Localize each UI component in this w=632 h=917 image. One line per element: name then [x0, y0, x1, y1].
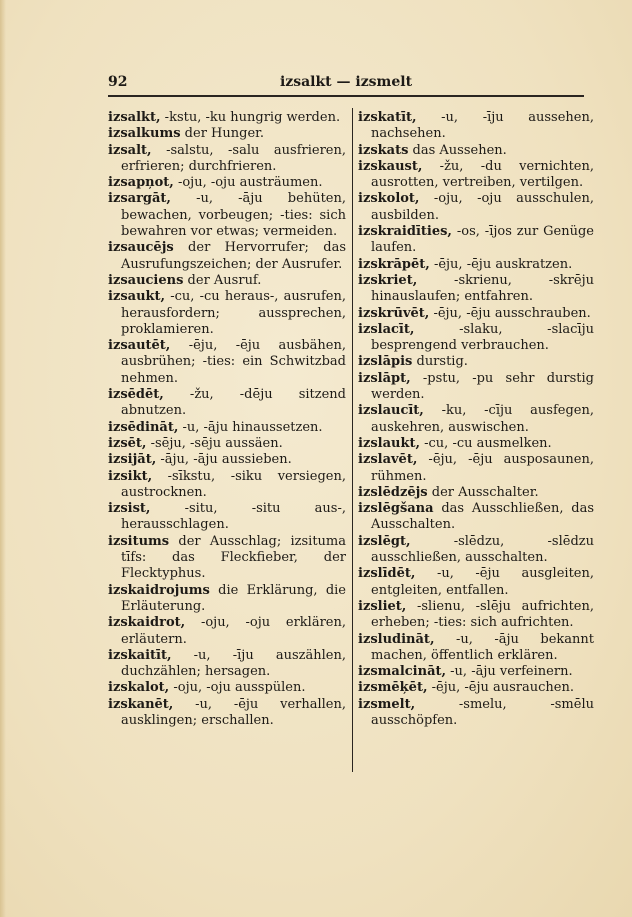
dictionary-entry: [358, 322, 594, 355]
dictionary-entry: [108, 338, 346, 387]
dictionary-entry: [108, 143, 346, 176]
entry-definition: -ku, -cīju ausfegen, auskehren, auswischen.: [371, 403, 594, 435]
entry-headword: izskanēt,: [108, 696, 174, 712]
entry-definition: -cu, -cu ausmelken.: [420, 435, 552, 451]
dictionary-entry: [358, 110, 594, 143]
entry-definition: -ēju, -ēju ausschrauben.: [429, 305, 591, 321]
entry-headword: izsludināt,: [358, 631, 435, 647]
entry-definition: -u, -āju hinaussetzen.: [178, 419, 323, 435]
dictionary-entry: [358, 501, 594, 534]
dictionary-entry: [108, 273, 346, 289]
dictionary-entry: [108, 583, 346, 616]
entry-definition: -žu, -dēju sitzend abnutzen.: [121, 387, 346, 419]
dictionary-entry: [358, 632, 594, 665]
entry-headword: izsauciens: [108, 272, 184, 288]
dictionary-entry: [358, 534, 594, 567]
entry-headword: izslavēt,: [358, 452, 418, 468]
entry-headword: izsēdēt,: [108, 387, 164, 403]
running-head: izsalkt — izsmelt: [279, 74, 413, 90]
entry-headword: izskolot,: [358, 191, 420, 207]
entry-definition: -slienu, -slēju aufrichten, erheben; -ties: sich aufrichten.: [371, 598, 594, 631]
entry-headword: izskraidīties,: [358, 224, 452, 240]
dictionary-entry: [108, 452, 346, 468]
dictionary-entry: [108, 615, 346, 648]
entry-headword: izskaust,: [358, 158, 423, 174]
entry-headword: izsitums: [108, 533, 170, 549]
dictionary-entry: [108, 697, 346, 730]
entry-headword: izsikt,: [108, 468, 153, 484]
entry-definition: -os, -ījos zur Genüge laufen.: [371, 224, 594, 256]
entry-headword: izsmalcināt,: [358, 664, 447, 680]
entry-headword: izsijāt,: [108, 452, 157, 468]
dictionary-entry: [108, 534, 346, 583]
dictionary-entry: [358, 371, 594, 404]
entry-headword: izsalt,: [108, 142, 152, 158]
entry-headword: izsaucējs: [108, 240, 174, 256]
entry-headword: izsargāt,: [108, 191, 171, 207]
entry-definition: -āju, -āju aussieben.: [156, 452, 292, 468]
dictionary-entry: [358, 257, 594, 273]
entry-headword: izslaucīt,: [358, 403, 424, 419]
column-divider: [352, 108, 353, 772]
entry-headword: izsmelt,: [358, 696, 416, 712]
dictionary-entry: [108, 420, 346, 436]
dictionary-entry: [108, 126, 346, 142]
entry-definition: -salstu, -salu ausfrieren, erfrieren; durchfrieren.: [121, 142, 346, 174]
dictionary-entry: [108, 501, 346, 534]
dictionary-entry: [358, 680, 594, 696]
entry-headword: izsapņot,: [108, 175, 174, 191]
dictionary-entry: [108, 387, 346, 420]
entry-headword: izsēdināt,: [108, 419, 179, 435]
entry-definition: der Ausruf.: [183, 272, 262, 288]
entry-definition: -ēju, -ēju ausrauchen.: [427, 680, 574, 696]
entry-definition: der Hunger.: [180, 126, 265, 142]
entry-headword: izskaitīt,: [108, 647, 172, 663]
entry-headword: izsist,: [108, 501, 151, 517]
dictionary-entry: [358, 354, 594, 370]
dictionary-entry: [108, 175, 346, 191]
dictionary-entry: [108, 110, 346, 126]
entry-headword: izsalkums: [108, 126, 181, 142]
dictionary-entry: [108, 240, 346, 273]
entry-definition: -oju, -oju austräumen.: [173, 175, 323, 191]
right-column: [358, 110, 594, 729]
entry-headword: izskaidrojums: [108, 582, 210, 598]
dictionary-entry: [108, 469, 346, 502]
dictionary-entry: [358, 452, 594, 485]
dictionary-entry: [358, 599, 594, 632]
dictionary-entry: [358, 224, 594, 257]
entry-definition: -sīkstu, -siku versiegen, austrocknen.: [121, 468, 346, 500]
dictionary-entry: [358, 485, 594, 501]
dictionary-entry: [108, 191, 346, 240]
entry-definition: -oju, -oju ausschulen, ausbilden.: [371, 191, 594, 223]
dictionary-entry: [108, 680, 346, 696]
entry-headword: izsmēķēt,: [358, 680, 428, 696]
entry-definition: -skrienu, -skrēju hinauslaufen; entfahren.: [371, 272, 594, 305]
dictionary-entry: [358, 403, 594, 436]
entry-headword: izskriet,: [358, 272, 418, 288]
entry-definition: das Aussehen.: [408, 142, 507, 158]
dictionary-entry: [358, 273, 594, 306]
entry-headword: izskrūvēt,: [358, 305, 430, 321]
dictionary-entry: [358, 664, 594, 680]
page-header: [108, 74, 584, 94]
entry-definition: -u, -īju auszählen, duchzählen; hersagen.: [121, 647, 346, 680]
entry-headword: izsaukt,: [108, 289, 166, 305]
entry-definition: -pstu, -pu sehr durstig werden.: [371, 370, 594, 403]
entry-definition: -u, -īju aussehen, nachsehen.: [371, 110, 594, 142]
header-rule: [108, 95, 584, 97]
dictionary-entry: [358, 566, 594, 599]
entry-headword: izsēt,: [108, 435, 147, 451]
dictionary-entry: [358, 143, 594, 159]
entry-definition: der Ausschalter.: [427, 484, 539, 500]
entry-headword: izslāpt,: [358, 370, 411, 386]
entry-definition: -sēju, -sēju aussäen.: [146, 435, 283, 451]
dictionary-entry: [358, 697, 594, 730]
entry-headword: izskatīt,: [358, 110, 417, 125]
dictionary-entry: [108, 436, 346, 452]
entry-definition: -u, -āju verfeinern.: [446, 664, 573, 680]
entry-definition: -u, -āju behüten, bewachen, vorbeugen; -ties: sich bewahren vor etwas; vermeiden.: [121, 191, 346, 240]
dictionary-entry: [358, 191, 594, 224]
left-column: [108, 110, 346, 729]
dictionary-entry: [358, 436, 594, 452]
entry-definition: durstig.: [412, 354, 468, 370]
entry-definition: -kstu, -ku hungrig werden.: [160, 110, 341, 125]
dictionary-entry: [108, 289, 346, 338]
entry-headword: izsliet,: [358, 598, 407, 614]
entry-definition: -oju, -oju ausspülen.: [169, 680, 306, 696]
entry-headword: izsautēt,: [108, 338, 171, 354]
entry-headword: izslāpis: [358, 354, 413, 370]
entry-definition: -slaku, -slacīju besprengend verbrauchen.: [371, 321, 594, 354]
entry-definition: -u, -ēju verhallen, ausklingen; erschallen.: [121, 696, 346, 728]
entry-definition: -ēju, -ēju ausbähen, ausbrühen; -ties: ein Schwitzbad nehmen.: [121, 338, 346, 386]
entry-headword: izslaukt,: [358, 435, 420, 451]
entry-definition: der Ausschlag; izsituma tīfs: das Fleckfieber, der Flecktyphus.: [121, 533, 346, 582]
entry-definition: -žu, -du vernichten, ausrotten, vertreiben, vertilgen.: [371, 158, 594, 191]
entry-headword: izslēdzējs: [358, 484, 428, 500]
entry-headword: izskalot,: [108, 680, 170, 696]
entry-headword: izslēgšana: [358, 501, 434, 517]
entry-definition: -slēdzu, -slēdzu ausschließen, ausschalten.: [371, 533, 594, 566]
entry-definition: das Ausschließen, das Ausschalten.: [371, 501, 594, 533]
entry-definition: -ēju, -ēju ausposaunen, rühmen.: [371, 452, 594, 484]
entry-definition: -cu, -cu heraus-, ausrufen, herausfordern; aussprechen, proklamieren.: [121, 289, 346, 337]
entry-headword: izslīdēt,: [358, 566, 416, 582]
entry-headword: izslēgt,: [358, 533, 411, 549]
dictionary-entry: [358, 159, 594, 192]
entry-definition: -oju, -oju erklären, erläutern.: [121, 615, 346, 647]
entry-headword: izsalkt,: [108, 110, 161, 125]
page-edge-shadow: [0, 0, 6, 917]
entry-definition: -ēju, -ēju auskratzen.: [429, 256, 573, 272]
entry-headword: izskrāpēt,: [358, 256, 430, 272]
dictionary-entry: [358, 306, 594, 322]
entry-definition: -u, -ēju ausgleiten, entgleiten, entfallen.: [371, 566, 594, 598]
entry-definition: die Erklärung, die Erläuterung.: [121, 582, 346, 614]
entry-headword: izskaidrot,: [108, 615, 186, 631]
entry-definition: der Hervorrufer; das Ausrufungszeichen; der Ausrufer.: [121, 240, 346, 272]
dictionary-entry: [108, 648, 346, 681]
entry-definition: -smelu, -smēlu ausschöpfen.: [371, 696, 594, 728]
page-number: 92: [108, 74, 128, 90]
entry-headword: izskats: [358, 142, 409, 158]
entry-headword: izslacīt,: [358, 321, 415, 337]
entry-definition: -situ, -situ aus-, herausschlagen.: [121, 501, 346, 533]
entry-definition: -u, -āju bekannt machen, öffentlich erklären.: [371, 631, 594, 663]
